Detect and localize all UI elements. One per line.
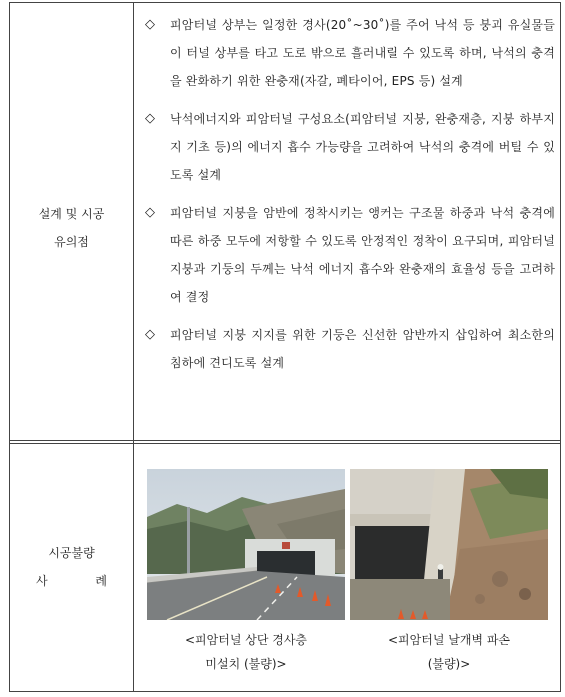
photo-caption-2-line1: <피암터널 날개벽 파손 (387, 633, 510, 647)
photo-tunnel-top-slope (147, 469, 345, 620)
diamond-outline-icon: ◇ (145, 205, 156, 220)
diamond-outline-icon: ◇ (145, 327, 156, 342)
photo-caption-1-line2: 미설치 (불량)> (205, 657, 287, 671)
photo-caption-2-line2: (불량)> (427, 657, 471, 671)
list-item (141, 321, 555, 377)
row-label-design-line1: 설계 및 시공 (38, 207, 105, 221)
guideline-table (9, 2, 561, 692)
list-item-text: 낙석에너지와 피암터널 구성요소(피암터널 지붕, 완충재층, 지붕 하부지지 기초 등)의 에너지 흡수 가능량을 고려하여 낙석의 충격에 버틸 수 있도록 설계 (170, 112, 555, 182)
diamond-outline-icon: ◇ (145, 111, 156, 126)
photo-caption-1 (146, 628, 346, 676)
list-item (141, 11, 555, 95)
list-item-text: 피암터널 지붕을 암반에 정착시키는 앵커는 구조물 하중과 낙석 충격에 따른 하중 모두에 저항할 수 있도록 안정적인 정착이 요구되며, 피암터널 지붕과 기둥의 두께는 낙석 에너지 흡수와 완충재의 효율성 등을 고려하여 결정 (170, 206, 555, 304)
row-label-defect-line1: 시공불량 (48, 546, 95, 560)
list-item-text: 피암터널 상부는 일정한 경사(20˚~30˚)를 주어 낙석 등 붕괴 유실물들이 터널 상부를 타고 도로 밖으로 흘러내릴 수 있도록 하며, 낙석의 충격을 완화하기 위한 완충재(자갈, 폐타이어, EPS 등) 설계 (170, 18, 555, 88)
list-item (141, 105, 555, 189)
diamond-outline-icon: ◇ (145, 17, 156, 32)
row-label-design (10, 202, 133, 254)
design-notes-list (141, 11, 555, 387)
row-label-design-line2: 유의점 (54, 235, 89, 249)
list-item-text: 피암터널 지붕 지지를 위한 기둥은 신선한 암반까지 삽입하여 최소한의 침하에 견디도록 설계 (170, 328, 555, 370)
row-label-defect-line2: 사 례 (36, 574, 129, 588)
tunnel-road-image (147, 469, 345, 620)
column-divider (133, 3, 134, 691)
photo-caption-2 (349, 628, 549, 676)
photo-wing-wall-damage (350, 469, 548, 620)
wing-wall-image (350, 469, 548, 620)
photo-caption-1-line1: <피암터널 상단 경사층 (184, 633, 307, 647)
row-label-defect (10, 541, 133, 593)
list-item (141, 199, 555, 311)
row-divider-double (10, 443, 560, 444)
row-divider (10, 440, 560, 441)
